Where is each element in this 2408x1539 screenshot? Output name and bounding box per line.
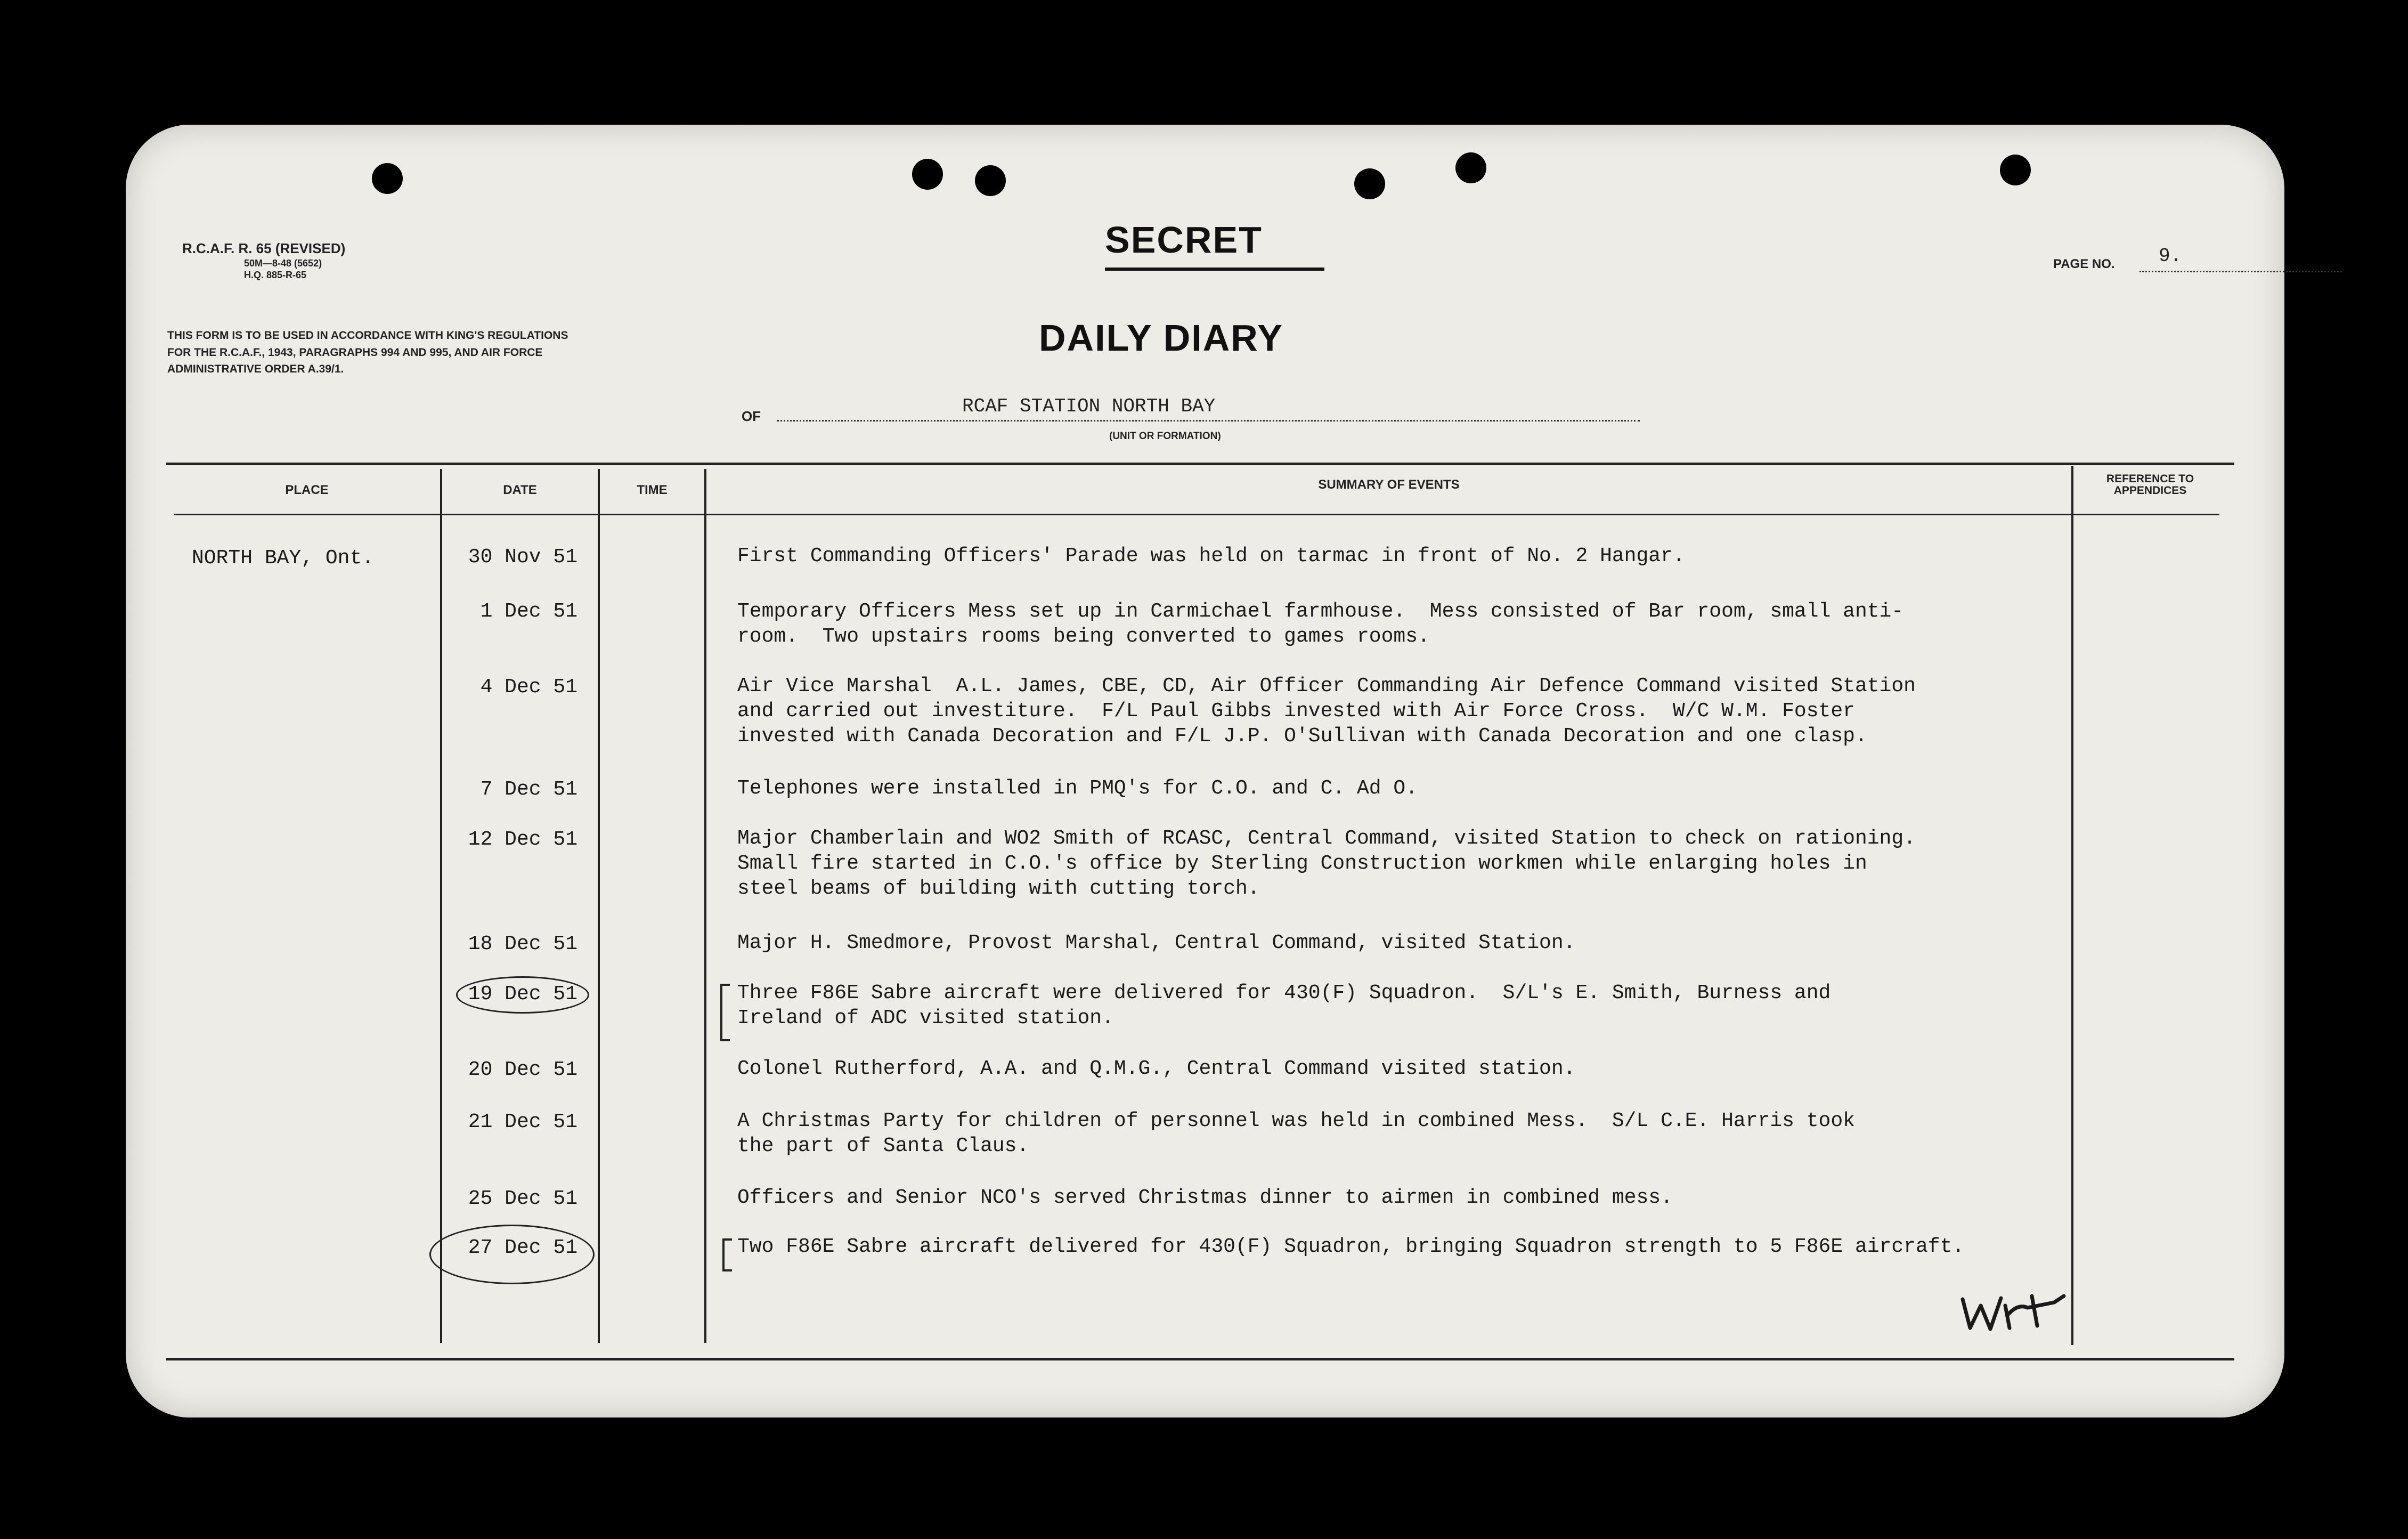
page-number-value: 9. <box>2159 245 2182 267</box>
column-divider-time-summary <box>704 469 706 1343</box>
entry-date: 7 Dec 51 <box>480 778 577 801</box>
unit-caption: (UNIT OR FORMATION) <box>1109 431 1221 442</box>
column-header-summary: SUMMARY OF EVENTS <box>1318 477 1460 492</box>
entry-summary: First Commanding Officers' Parade was held on tarmac in front of No. 2 Hangar. <box>737 545 1685 568</box>
circled-date-mark <box>429 1225 595 1284</box>
entry-summary: Three F86E Sabre aircraft were delivered for 430(F) Squadron. S/L's E. Smith, Burness and Ireland of ADC visited station. <box>737 982 1831 1030</box>
entry-summary: Two F86E Sabre aircraft delivered for 430(F) Squadron, bringing Squadron strength to 5 F86E aircraft. <box>737 1235 1965 1258</box>
entry-summary: Air Vice Marshal A.L. James, CBE, CD, Air Officer Commanding Air Defence Command visited Station and carried out investiture. F/L Paul Gibbs invested with Air Force Cross. W/C W.M. Foster invested with Canada Decoration and F/L J.P. O'Sullivan with Canada Decoration and one clasp. <box>737 675 1916 748</box>
bracket-mark <box>722 1238 732 1271</box>
header-bottom-rule <box>174 514 2219 515</box>
binder-hole <box>1354 168 1385 199</box>
place-value: NORTH BAY, Ont. <box>192 547 375 570</box>
column-header-time: TIME <box>637 483 668 497</box>
entry-date: 1 Dec 51 <box>480 600 577 623</box>
entry-date: 4 Dec 51 <box>480 676 577 699</box>
entry-summary: Major H. Smedmore, Provost Marshal, Central Command, visited Station. <box>737 932 1576 954</box>
page-number-field-line <box>2139 271 2342 272</box>
binder-hole <box>372 163 403 194</box>
page-number-label: PAGE NO. <box>2053 257 2115 271</box>
page-title: DAILY DIARY <box>1039 317 1283 359</box>
column-header-date: DATE <box>503 483 537 497</box>
entry-summary: Major Chamberlain and WO2 Smith of RCASC, Central Command, visited Station to check on rationing. Small fire started in C.O.'s office by Sterling Construction workmen while enlarging holes in steel beams of building with cutting torch. <box>737 827 1916 900</box>
handwritten-initials-signature <box>1959 1286 2066 1340</box>
unit-field-line <box>777 420 1640 422</box>
entry-date: 27 Dec 51 <box>468 1236 577 1259</box>
form-identifier <box>182 240 345 281</box>
table-bottom-rule <box>166 1358 2234 1360</box>
form-hq-code: H.Q. 885-R-65 <box>244 270 307 280</box>
entry-date: 25 Dec 51 <box>468 1187 577 1210</box>
entry-summary: Officers and Senior NCO's served Christmas dinner to airmen in combined mess. <box>737 1186 1673 1209</box>
binder-hole <box>975 165 1006 196</box>
entry-summary: Telephones were installed in PMQ's for C.O. and C. Ad O. <box>737 777 1418 800</box>
entry-date: 30 Nov 51 <box>468 546 577 569</box>
classification-underline <box>1105 268 1324 271</box>
entry-date: 21 Dec 51 <box>468 1111 577 1133</box>
form-usage-note: THIS FORM IS TO BE USED IN ACCORDANCE WITH KING'S REGULATIONS FOR THE R.C.A.F., 1943, PARAGRAPHS 994 AND 995, AND AIR FORCE ADMINISTRATIVE ORDER A.39/1. <box>167 329 568 375</box>
binder-hole <box>912 159 943 190</box>
column-divider-date-time <box>598 469 600 1343</box>
bracket-mark <box>720 984 730 1041</box>
binder-hole <box>2000 155 2031 185</box>
form-number: R.C.A.F. R. 65 (REVISED) <box>182 240 346 256</box>
entry-date: 12 Dec 51 <box>468 828 577 851</box>
table-top-rule <box>166 463 2234 465</box>
entry-date: 18 Dec 51 <box>468 933 577 955</box>
column-header-place: PLACE <box>285 483 329 497</box>
circled-date-mark <box>456 976 589 1014</box>
entry-summary: A Christmas Party for children of personnel was held in combined Mess. S/L C.E. Harris took the part of Santa Claus. <box>737 1109 1855 1157</box>
unit-of-label: OF <box>742 408 761 424</box>
form-print-code: 50M—8-48 (5652) <box>244 257 322 269</box>
diary-form-card <box>126 125 2284 1418</box>
column-divider-summary-reference <box>2071 466 2073 1345</box>
classification-heading: SECRET <box>1105 219 1263 261</box>
column-header-reference: REFERENCE TO APPENDICES <box>2106 473 2194 497</box>
entry-summary: Temporary Officers Mess set up in Carmichael farmhouse. Mess consisted of Bar room, small anti- room. Two upstairs rooms being converted to games rooms. <box>737 600 1904 648</box>
binder-hole <box>1455 152 1486 183</box>
entry-summary: Colonel Rutherford, A.A. and Q.M.G., Central Command visited station. <box>737 1057 1576 1080</box>
unit-value: RCAF STATION NORTH BAY <box>962 395 1216 417</box>
entry-date: 20 Dec 51 <box>468 1058 577 1081</box>
entry-date: 19 Dec 51 <box>468 983 577 1006</box>
